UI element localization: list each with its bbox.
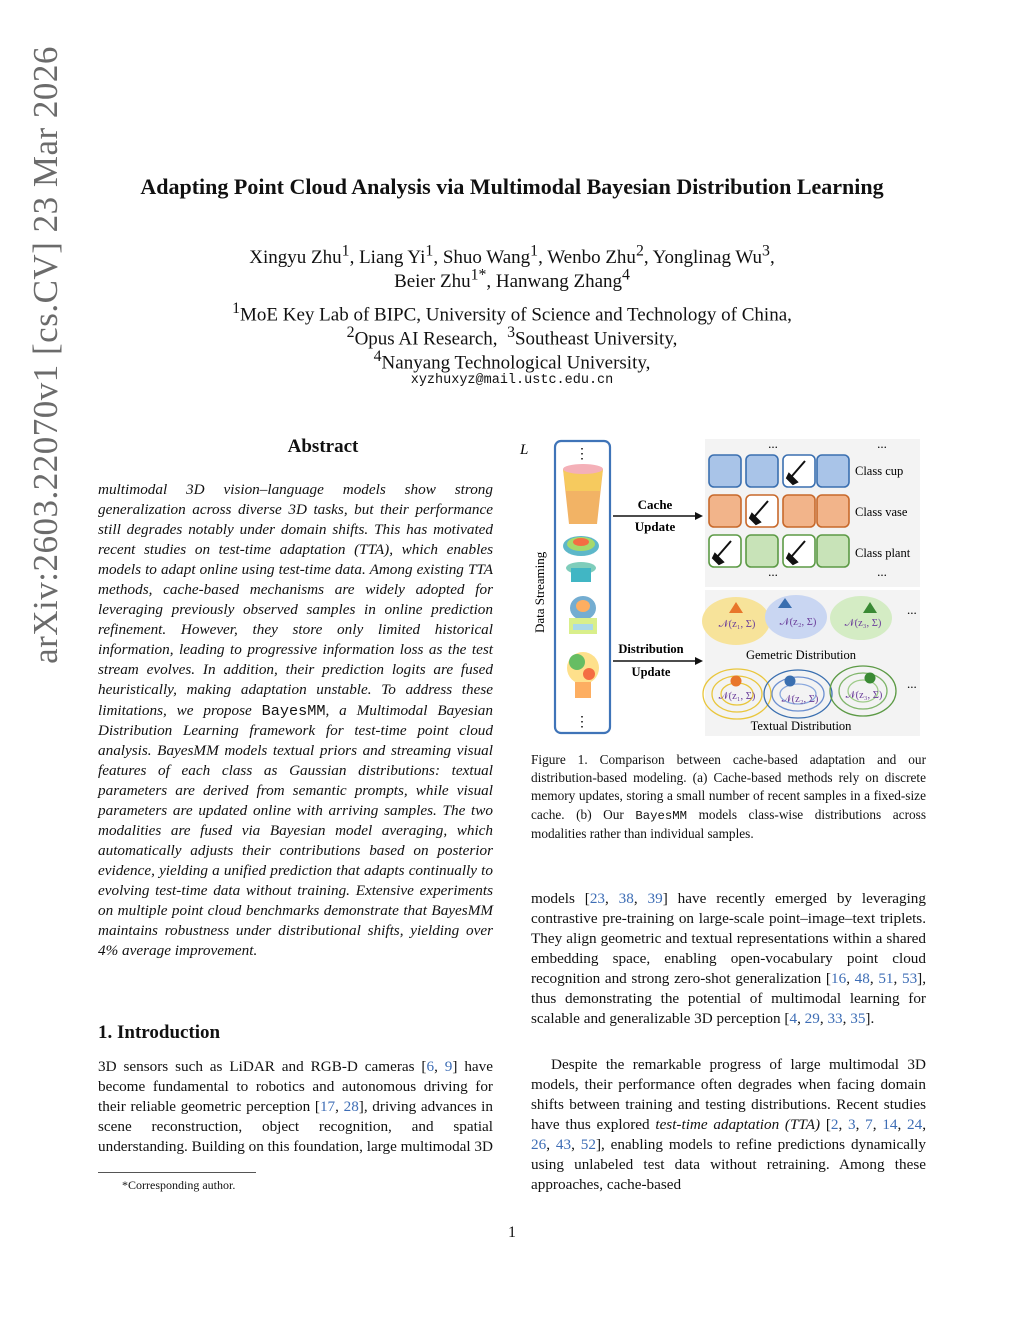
vdots-top: ⋮ (575, 447, 589, 462)
caption-text-2: models class-wise distributions across modalities rather than individual samples. (531, 806, 926, 841)
point-cloud-lamp (569, 596, 597, 634)
author-sup: 1 (425, 243, 434, 260)
author-sup: 4 (622, 267, 630, 284)
class-label-vase: Class vase (855, 505, 908, 519)
paper-title: Adapting Point Cloud Analysis via Multimodal Bayesian Distribution Learning (140, 174, 884, 199)
text-run: , (838, 1116, 849, 1133)
cache-ellipsis-bottom-1: ... (768, 564, 778, 579)
affiliation-sup: 2 (346, 324, 355, 341)
text-run: , (434, 1058, 445, 1075)
author-name: Beier Zhu (394, 271, 471, 293)
text-run: ], thus demonstrating the potential of multimodal learning for scalable and generalizable 3D perception [ (531, 970, 926, 1027)
intro-paragraph-1-copy (531, 889, 926, 1027)
text-run: , (922, 1116, 927, 1133)
text-run: ]. (865, 1010, 875, 1027)
citation-link[interactable]: 29 (804, 1010, 820, 1027)
abstract-body (98, 480, 493, 961)
author-name: Wenbo Zhu (547, 247, 636, 269)
author-name: Liang Yi (359, 247, 426, 269)
author-sup: 1 (341, 243, 350, 260)
author-sup: 1* (470, 267, 487, 284)
contact-email[interactable]: xyzhuxyz@mail.ustc.edu.cn (410, 373, 614, 388)
vdots-bottom: ⋮ (575, 715, 589, 730)
text-run: , (872, 1116, 883, 1133)
text-run (201, 1158, 215, 1159)
distribution-arrowhead (695, 657, 703, 665)
gauss-text-2: 𝒩(z₂, Σ) (781, 694, 819, 705)
author-sup: 3 (762, 243, 770, 260)
affiliation-text: Opus AI Research, (354, 328, 498, 350)
text-run: , (893, 970, 902, 987)
intro-paragraph-1 (98, 1058, 493, 1159)
text-run: , (797, 1010, 805, 1027)
citation-link[interactable]: 51 (878, 970, 894, 987)
text-run: [ (820, 1116, 831, 1133)
dist-label-2: Update (631, 665, 671, 679)
method-name: BayesMM (261, 701, 326, 720)
text-run: , (897, 1116, 908, 1133)
cache-ellipsis-top-1: ... (768, 436, 778, 451)
citation-link[interactable] (157, 1158, 172, 1159)
citation-link[interactable]: 16 (831, 970, 847, 987)
citation-link[interactable]: 48 (854, 970, 870, 987)
citation-link[interactable]: 3 (848, 1116, 856, 1133)
caption-method: BayesMM (635, 808, 688, 823)
cache-label-1: Cache (637, 497, 673, 512)
page-number: 1 (508, 1224, 516, 1241)
cache-ellipsis-bottom-2: ... (877, 564, 887, 579)
citation-link[interactable]: 38 (618, 890, 634, 907)
intro-paragraph-2 (531, 1055, 926, 1195)
panel-letter: L (520, 442, 529, 458)
affiliation-sup: 1 (232, 300, 241, 317)
footnote: *Corresponding author. (122, 1178, 236, 1192)
text-run: models [ (531, 890, 590, 907)
text-run: , (335, 1098, 344, 1115)
citation-link[interactable]: 24 (907, 1116, 923, 1133)
text-run: , (819, 1010, 828, 1027)
text-run (172, 1158, 186, 1159)
text-run: ] have recently emerged by leveraging contrastive pre-training on large-scale point–image–text triplets. They align geometric and textual representations within a shared embedding space, enabling open-vocabulary point cloud recognition and strong zero-shot generalization [ (531, 890, 926, 987)
text-run: , (855, 1116, 866, 1133)
gauss-geo-1: 𝒩(z₁, Σ) (718, 619, 756, 630)
citation-link[interactable]: 23 (589, 890, 605, 907)
citation-link[interactable]: 17 (319, 1098, 336, 1115)
abstract-text-2: , a Multimodal Bayesian Distribution Learning framework for test-time point cloud analysis. BayesMM models textual priors and streaming visual features of each class as Gaussian distributions: textual parameters are derived from semantic prompts, while visual parameters are updated online with arriving samples. The two modalities are fused via Bayesian model averaging, which automatically adjusts their contributions based on posterior evidence, yielding a unified prediction that adapts continually to evolving test-time data without training. Extensive experiments on multiple point cloud benchmarks demonstrate that BayesMM maintains robustness under distributional shifts, yielding over 4% average improvement. (98, 701, 493, 960)
text-run: , (633, 890, 648, 907)
text-run: ], enabling models to refine predictions dynamically using unlabeled test data without retraining. Among these approaches, cache-based (531, 1136, 927, 1193)
citation-link[interactable] (186, 1158, 201, 1159)
text-run: 3D sensors such as LiDAR and RGB-D cameras [ (98, 1058, 427, 1075)
abstract-text-1: multimodal 3D vision–language models show strong generalization across diverse 3D tasks, but their performance still degrades notably under domain shifts. This has motivated recent studies on test-time adaptation (TTA), which enables models to adapt online using test-time data. Among existing TTA methods, cache-based mechanisms are widely adopted for leveraging previously observed samples in online prediction refinement. However, they store only limited historical information, leading to progressive information loss as the test stream evolves. In addition, their prediction logits are fused heuristically, making adaptation unstable. To address these limitations, we propose (98, 481, 493, 719)
author-sup: 2 (635, 243, 644, 260)
citation-link[interactable]: 2 (830, 1116, 839, 1133)
gauss-geo-2: 𝒩(z₂, Σ) (779, 617, 817, 628)
author-line-2: Beier Zhu$^{1*}$, Hanwang Zhang$^4$ (394, 267, 630, 293)
gauss-text-3: 𝒩(z₃, Σ) (845, 690, 883, 701)
gauss-text-1: 𝒩(z₁, Σ) (718, 691, 756, 702)
author-sup: 1 (530, 243, 539, 260)
citation-link[interactable]: 7 (865, 1116, 873, 1133)
dist-label-1: Distribution (618, 642, 684, 656)
intro-paragraph-1-continued (531, 889, 926, 1029)
class-label-cup: Class cup (855, 464, 904, 478)
cache-arrowhead (695, 512, 703, 520)
textual-label: Textual Distribution (750, 719, 852, 733)
author-name: Shuo Wang (442, 247, 531, 269)
class-label-plant: Class plant (855, 546, 911, 560)
cache-label-2: Update (634, 519, 676, 534)
affiliation-text: Nanyang Technological University, (381, 352, 651, 374)
geo-ellipsis: ... (907, 602, 917, 617)
citation-link[interactable]: 14 (882, 1116, 898, 1133)
citation-link[interactable]: 39 (647, 890, 663, 907)
citation-link[interactable]: 26 (531, 1136, 547, 1153)
citation-link[interactable]: 43 (555, 1136, 572, 1153)
cache-ellipsis-top-2: ... (877, 436, 887, 451)
point-cloud-cup (563, 464, 603, 524)
citation-link[interactable]: 53 (901, 970, 918, 987)
data-streaming-label: Data Streaming (532, 551, 547, 633)
tta-term: test-time adaptation (TTA) (655, 1116, 821, 1133)
figure-1-caption (531, 751, 926, 843)
geometric-label: Gemetric Distribution (745, 648, 857, 662)
affiliation-text: MoE Key Lab of BIPC, University of Science and Technology of China, (240, 304, 792, 326)
citation-link[interactable]: 6 (426, 1058, 435, 1075)
affiliation-line-3 (160, 345, 864, 375)
intro-p2-a: Despite the remarkable progress of large multimodal 3D models, their performance often degrades when facing domain shifts between training and testing distributions. Recent studies have thus explored (531, 1056, 926, 1133)
gauss-geo-3: 𝒩(z₃, Σ) (844, 618, 882, 629)
author-name: Xingyu Zhu (249, 247, 342, 269)
citation-link[interactable]: 52 (580, 1136, 596, 1153)
intro-heading: 1. Introduction (98, 1022, 221, 1043)
arxiv-side-label: arXiv:2603.22070v1 [cs.CV] 23 Mar 2026 (26, 46, 65, 664)
author-line-1: Xingyu Zhu$^1$, Liang Yi$^1$, Shuo Wang$^1$, Wenbo Zhu$^2$, Yonglinag Wu$^3$, (249, 243, 775, 269)
text-run: , (869, 970, 879, 987)
citation-link[interactable]: 33 (827, 1010, 843, 1027)
citation-link[interactable] (215, 1158, 230, 1159)
affiliation-sup: 4 (373, 348, 382, 365)
text-run: , (846, 970, 855, 987)
citation-link[interactable]: 4 (789, 1010, 798, 1027)
footnote-rule (98, 1172, 256, 1173)
author-name: Hanwang Zhang (495, 271, 623, 293)
abstract-heading: Abstract (287, 436, 359, 457)
affiliation-sup: 3 (507, 324, 515, 341)
figure-1 (515, 436, 925, 736)
author-name: Yonglinag Wu (652, 247, 763, 269)
text-ellipsis: ... (907, 676, 917, 691)
text-run: , (546, 1136, 556, 1153)
point-cloud-bowl (563, 536, 599, 556)
text-run: , (605, 890, 619, 907)
text-run: ] have become fundamental to robotics and autonomous driving for their reliable geometric perception [ (98, 1058, 493, 1115)
text-run: , (842, 1010, 851, 1027)
caption-text-1: Figure 1. Comparison between cache-based adaptation and our distribution-based modeling. (a) Cache-based methods rely on discrete memory updates, storing a small number of recent samples in a fixed-size cache. (b) Our (531, 752, 926, 822)
affiliation-text: Southeast University, (514, 328, 678, 350)
citation-link[interactable]: 28 (343, 1098, 359, 1115)
text-run: , (571, 1136, 581, 1153)
intro-col-left (98, 1057, 493, 1159)
text-run: ], driving advances in scene reconstruction, object recognition, and spatial understanding. Building on this foundation, large multimodal 3D (98, 1098, 493, 1155)
intro-col-right (531, 889, 926, 1049)
citation-link[interactable]: 9 (444, 1058, 453, 1075)
citation-link[interactable]: 35 (850, 1010, 866, 1027)
